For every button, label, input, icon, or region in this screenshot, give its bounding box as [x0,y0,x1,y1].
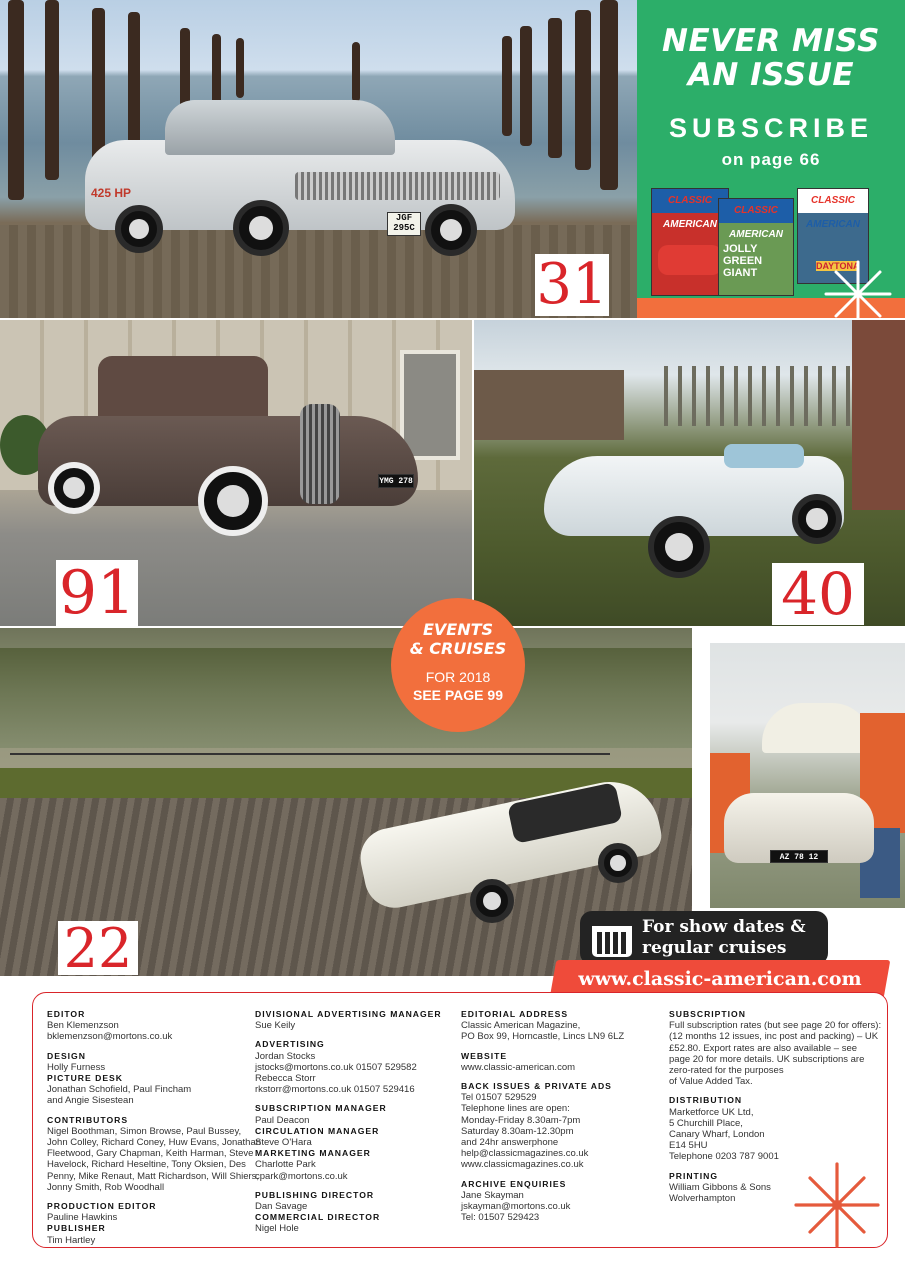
pergola [664,366,854,426]
credit-line: Jane Skayman [461,1189,524,1201]
piling [45,0,59,180]
piling [520,26,532,146]
events-title-line: & CRUISES [409,639,507,658]
show-dates-line: regular cruises [642,938,787,958]
credit-line: Canary Wharf, London [669,1129,765,1141]
events-page-ref: SEE PAGE 99 [412,687,503,703]
show-dates-text [642,917,822,959]
events-cruises-badge[interactable] [391,598,525,732]
credit-line: Jonny Smith, Rob Woodhall [47,1181,165,1193]
wheel [598,843,638,883]
credit-heading: WEBSITE [461,1050,508,1061]
credit-line: 5 Churchill Place, [669,1117,743,1129]
car-interior [724,444,804,468]
piling [236,38,244,98]
credit-line: Steve O'Hara [255,1137,312,1149]
brick-wall [852,320,905,510]
credit-heading: PRINTING [669,1170,719,1181]
credits-column [255,1009,460,1235]
page-number-91[interactable] [56,560,138,626]
credit-line: Jordan Stocks [255,1050,316,1062]
credit-heading: EDITORIAL ADDRESS [461,1009,569,1019]
wheel [470,879,514,923]
wheel [48,462,100,514]
page-number-label: 91 [58,558,136,628]
piling [8,0,24,200]
show-dates-line: For show dates & [642,917,806,937]
starburst-icon [792,1160,882,1250]
subscribe-page-ref: on page 66 [721,150,821,169]
falcon-car [360,773,660,923]
credit-line: Tim Hartley [47,1234,96,1246]
events-title-line: EVENTS [422,620,494,639]
car-decal: 425 HP [91,186,132,200]
masthead-credits [32,992,888,1248]
credit-line: William Gibbons & Sons [669,1181,771,1193]
credit-line: jskayman@mortons.co.uk [461,1201,571,1213]
credit-line: Telephone 0203 787 9001 [669,1151,779,1163]
credit-line: www.classic-american.com [461,1061,576,1073]
credit-heading: SUBSCRIPTION [669,1009,746,1019]
piling [575,10,591,170]
cover-masthead: CLASSIC AMERICAN [652,189,728,213]
railing [10,753,610,755]
license-plate: AZ 78 12 [770,850,828,863]
credit-heading: PRODUCTION EDITOR [47,1201,157,1212]
credit-line: Holly Furness [47,1061,106,1073]
credit-line: £52.80. Export rates are also available – see [669,1042,858,1054]
credit-heading: PUBLISHING DIRECTOR [255,1189,375,1200]
trees-reflection [0,648,692,748]
credit-line: Wolverhampton [669,1193,736,1205]
credit-line: Paul Deacon [255,1114,310,1126]
credit-heading: CONTRIBUTORS [47,1114,129,1125]
wheel [115,205,163,253]
credit-heading: EDITOR [47,1009,86,1019]
credit-line: Penny, Mike Renaut, Matt Richardson, Will Shiers, [47,1170,260,1182]
license-plate [387,212,421,236]
credit-line: Sue Keily [255,1020,296,1032]
wheel [648,516,710,578]
wheel [198,466,268,536]
credit-line: Dan Savage [255,1201,308,1213]
plymouth-car [85,100,515,250]
credit-heading: DIVISIONAL ADVERTISING MANAGER [255,1009,442,1019]
wheel [425,204,477,256]
car-grille [295,172,500,200]
credits-column [47,1009,262,1246]
license-plate: YMG 278 [378,474,414,488]
credit-line: zero-rated for the purposes [669,1065,784,1077]
page-number-label: 22 [63,917,133,980]
credit-line: Fleetwood, Gary Chapman, Keith Harman, Steve [47,1148,254,1160]
page-number-label: 31 [536,252,608,317]
cover-masthead: CLASSIC AMERICAN [719,199,793,223]
credit-line: Monday-Friday 8.30am-7pm [461,1114,581,1126]
plate-line: 295C [393,223,415,233]
shed [474,370,624,440]
credit-line: Rebecca Storr [255,1073,316,1085]
credit-line: (12 months 12 issues, inc post and packing) – UK [669,1031,879,1043]
calendar-icon [592,919,632,957]
credit-line: and Angie Sisestean [47,1095,134,1107]
credit-line: Charlotte Park [255,1159,316,1171]
credit-line: Ben Klemenzson [47,1020,119,1032]
piling [352,42,360,102]
credit-line: John Colley, Richard Coney, Huw Evans, Jonathan [47,1137,262,1149]
page-number-31[interactable] [535,254,609,316]
credit-heading: ARCHIVE ENQUIRIES [461,1178,567,1189]
credit-line: Marketforce UK Ltd, [669,1106,754,1118]
wheel [792,494,842,544]
credit-line: rkstorr@mortons.co.uk 01507 529416 [255,1084,415,1096]
credit-line: of Value Added Tax. [669,1076,753,1088]
events-year: FOR 2018 [425,669,491,685]
credit-heading: PICTURE DESK [47,1073,123,1084]
credit-line: page 20 for more details. UK subscriptions are [669,1053,865,1065]
cover-headline: DAYTONA [816,261,860,271]
cover-car [658,245,722,275]
credit-line: and 24hr answerphone [461,1137,559,1149]
page-number-22[interactable] [58,917,138,980]
credit-line: PO Box 99, Horncastle, Lincs LN9 6LZ [461,1031,625,1043]
credit-line: jstocks@mortons.co.uk 01507 529582 [255,1061,417,1073]
headline-line: NEVER MISS [662,23,880,59]
credits-column [461,1009,666,1223]
credit-line: Nigel Boothman, Simon Browse, Paul Bussey, [47,1125,242,1137]
website-link[interactable]: www.classic-american.com [578,968,862,990]
cover-masthead: CLASSIC AMERICAN [798,189,868,213]
plate-line: JGF [395,213,413,223]
piling [600,0,618,190]
credit-line: Nigel Hole [255,1223,299,1235]
credit-line: Jonathan Schofield, Paul Fincham [47,1084,192,1096]
credit-line: Classic American Magazine, [461,1020,581,1032]
credit-heading: COMMERCIAL DIRECTOR [255,1212,381,1223]
credit-line: help@classicmagazines.co.uk [461,1148,589,1160]
credit-heading: DISTRIBUTION [669,1095,743,1106]
open-hood [762,703,872,753]
credit-heading: ADVERTISING [255,1039,325,1050]
credit-line: Tel 01507 529529 [461,1092,537,1104]
credit-line: Full subscription rates (but see page 20 for offers): [669,1020,882,1032]
events-title [391,620,525,658]
car-show-photo[interactable] [710,643,905,908]
magazine-cover [718,198,794,296]
car-roof [165,100,395,155]
credit-heading: SUBSCRIPTION MANAGER [255,1103,387,1114]
credit-heading: CIRCULATION MANAGER [255,1125,380,1136]
credit-heading: MARKETING MANAGER [255,1148,371,1159]
page-number-40[interactable] [772,560,864,628]
credit-line: Pauline Hawkins [47,1212,118,1224]
credit-line: www.classicmagazines.co.uk [461,1159,584,1171]
coupe-car [38,356,418,526]
credit-line: Telephone lines are open: [461,1103,570,1115]
show-dates-banner[interactable] [580,911,828,965]
credit-line: cpark@mortons.co.uk [255,1170,348,1182]
car-grille [300,404,340,504]
credit-heading: DESIGN [47,1050,86,1061]
credit-line: Tel: 01507 529423 [461,1212,540,1224]
credit-line: Saturday 8.30am-12.30pm [461,1125,574,1137]
subscribe-heading: SUBSCRIBE [668,113,874,143]
piling [212,34,221,104]
headline-line: AN ISSUE [687,57,855,93]
credit-line: E14 5HU [669,1140,708,1152]
credit-heading: BACK ISSUES & PRIVATE ADS [461,1081,612,1092]
wheel [233,200,289,256]
corvette-car [544,436,844,566]
credit-line: Havelock, Richard Heseltine, Tony Oksien, Des [47,1159,246,1171]
piling [548,18,562,158]
credit-heading: PUBLISHER [47,1223,106,1234]
cover-headline: JOLLY GREEN GIANT [723,243,763,279]
credit-line: bklemenzson@mortons.co.uk [47,1031,173,1043]
page-number-label: 40 [781,560,855,628]
